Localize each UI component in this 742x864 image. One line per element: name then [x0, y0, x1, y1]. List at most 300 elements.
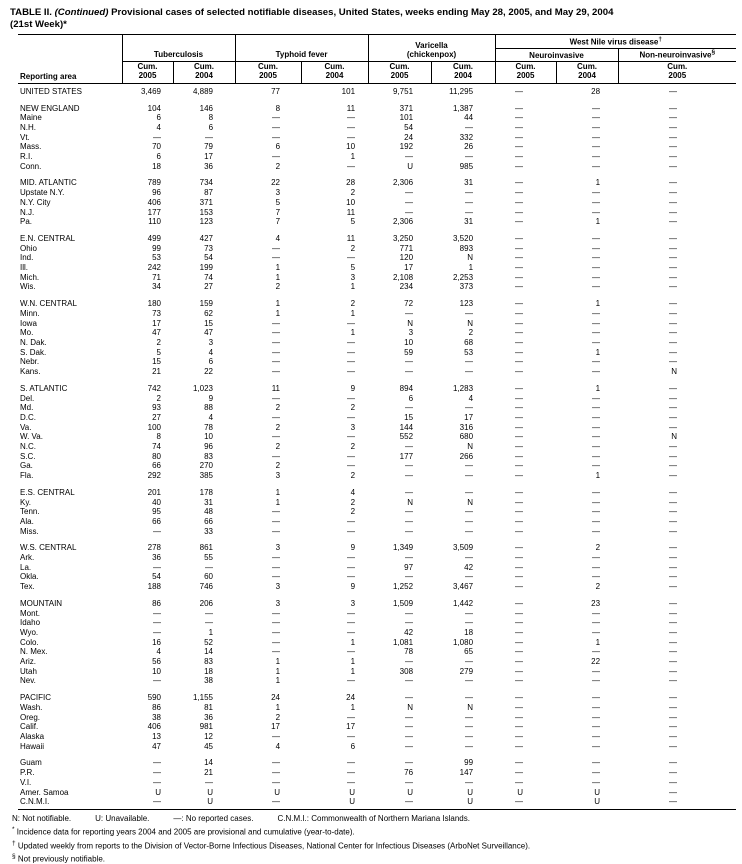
- table-row: [18, 778, 736, 788]
- value-cell: 2: [350, 497, 356, 507]
- value-cell: —: [592, 693, 601, 703]
- value-cell: —: [669, 562, 678, 572]
- table-row: [18, 461, 736, 471]
- value-cell: —: [515, 608, 524, 618]
- value-cell: 17: [271, 722, 281, 732]
- value-cell: —: [592, 526, 601, 536]
- value-cell: 552: [399, 432, 414, 442]
- value-cell: 54: [204, 253, 214, 263]
- value-cell: —: [592, 647, 601, 657]
- value-cell: —: [515, 337, 524, 347]
- reporting-area-cell: Oreg.: [20, 712, 41, 722]
- value-cell: —: [515, 627, 524, 637]
- value-cell: 3,469: [140, 86, 161, 96]
- value-cell: 15: [404, 412, 414, 422]
- value-cell: —: [669, 526, 678, 536]
- reporting-area-cell: Hawaii: [20, 741, 45, 751]
- value-cell: —: [515, 497, 524, 507]
- value-cell: —: [405, 152, 414, 162]
- table-row: [18, 703, 736, 713]
- section-spacer: [18, 292, 736, 299]
- footnote-dagger-text: Updated weekly from reports to the Division of Vector-Borne Infectious Diseases, National Center for Infectious Diseases (ArboNet Surveillance).: [17, 841, 531, 851]
- value-cell: U: [155, 787, 161, 797]
- value-cell: 101: [341, 86, 356, 96]
- value-cell: —: [515, 741, 524, 751]
- section-spacer: [18, 481, 736, 488]
- value-cell: —: [669, 308, 678, 318]
- title-line-1: [10, 7, 736, 19]
- reporting-area-cell: Fla.: [20, 471, 34, 481]
- value-cell: 26: [464, 142, 474, 152]
- value-cell: —: [272, 357, 281, 367]
- value-cell: —: [669, 693, 678, 703]
- value-cell: —: [592, 113, 601, 123]
- value-cell: 73: [204, 243, 214, 253]
- table-row: [18, 732, 736, 742]
- value-cell: —: [405, 712, 414, 722]
- table-row: [18, 768, 736, 778]
- value-cell: —: [515, 403, 524, 413]
- value-cell: —: [272, 627, 281, 637]
- value-cell: U: [349, 787, 356, 797]
- value-cell: —: [592, 367, 601, 377]
- value-cell: 17: [346, 722, 356, 732]
- value-cell: —: [669, 178, 678, 188]
- value-cell: —: [669, 86, 678, 96]
- value-cell: 1: [208, 627, 214, 637]
- value-cell: 76: [404, 768, 414, 778]
- value-cell: —: [669, 253, 678, 263]
- value-cell: N: [407, 497, 414, 507]
- value-cell: 4: [275, 741, 281, 751]
- value-cell: 78: [404, 647, 414, 657]
- value-cell: 38: [204, 676, 214, 686]
- value-cell: 10: [346, 197, 356, 207]
- value-cell: —: [153, 758, 161, 768]
- reporting-area-cell: Mass.: [20, 142, 42, 152]
- value-cell: 199: [199, 263, 214, 273]
- col-header-non-neuro-cum-2005: [618, 61, 736, 83]
- value-cell: —: [405, 758, 414, 768]
- value-cell: —: [669, 328, 678, 338]
- table-row: [18, 282, 736, 292]
- value-cell: 97: [404, 562, 414, 572]
- value-cell: —: [669, 393, 678, 403]
- value-cell: —: [515, 282, 524, 292]
- value-cell: —: [515, 393, 524, 403]
- value-cell: 15: [204, 318, 214, 328]
- value-cell: 201: [147, 487, 161, 497]
- table-row: [18, 471, 736, 481]
- reporting-area-header: Reporting area: [18, 35, 122, 84]
- reporting-area-cell: Alaska: [20, 732, 45, 741]
- value-cell: 66: [152, 516, 161, 526]
- value-cell: —: [592, 328, 601, 338]
- value-cell: 6: [275, 142, 281, 152]
- value-cell: 1,509: [393, 598, 414, 608]
- value-cell: 1: [350, 282, 356, 292]
- value-cell: 734: [199, 178, 214, 188]
- reporting-area-cell: W. Va.: [20, 432, 43, 442]
- value-cell: —: [347, 618, 356, 628]
- value-cell: 3: [350, 272, 356, 282]
- reporting-area-cell: N.H.: [20, 122, 36, 132]
- value-cell: —: [272, 152, 281, 162]
- value-cell: 5: [350, 263, 356, 273]
- group-header-tuberculosis: Tuberculosis: [122, 35, 235, 62]
- value-cell: —: [272, 526, 281, 536]
- value-cell: 3,509: [453, 543, 474, 553]
- table-row: [18, 328, 736, 338]
- value-cell: 1: [275, 702, 281, 712]
- value-cell: —: [347, 461, 356, 471]
- value-cell: U: [556, 797, 618, 809]
- value-cell: 1: [275, 497, 281, 507]
- value-cell: 11: [271, 383, 281, 393]
- value-cell: 270: [199, 461, 214, 471]
- value-cell: 59: [404, 347, 414, 357]
- value-cell: 2: [275, 442, 281, 452]
- reporting-area-cell: Ala.: [20, 516, 34, 526]
- reporting-area-cell: Pa.: [20, 217, 33, 227]
- value-cell: —: [592, 161, 601, 171]
- table-row: [18, 319, 736, 329]
- value-cell: 373: [459, 282, 474, 292]
- value-cell: —: [515, 553, 524, 563]
- value-cell: —: [592, 188, 601, 198]
- value-cell: —: [669, 666, 678, 676]
- year-label: 2005: [138, 71, 157, 81]
- reporting-area-cell: Vt.: [20, 132, 30, 142]
- value-cell: 4,889: [192, 86, 214, 96]
- value-cell: U: [407, 161, 414, 171]
- value-cell: 308: [399, 666, 414, 676]
- value-cell: 2: [350, 507, 356, 517]
- value-cell: 894: [399, 383, 414, 393]
- value-cell: —: [272, 451, 281, 461]
- value-cell: —: [515, 422, 524, 432]
- reporting-area-cell: S.C.: [20, 451, 36, 461]
- value-cell: 2: [350, 442, 356, 452]
- value-cell: —: [515, 487, 524, 497]
- value-cell: —: [272, 572, 281, 582]
- reporting-area-cell: Miss.: [20, 526, 39, 536]
- section-spacer: [18, 592, 736, 599]
- value-cell: —: [465, 693, 474, 703]
- value-cell: —: [592, 676, 601, 686]
- value-cell: 9: [208, 393, 214, 403]
- value-cell: 3: [350, 422, 356, 432]
- value-cell: —: [515, 328, 524, 338]
- reporting-area-cell: Mich.: [20, 272, 40, 282]
- value-cell: —: [515, 582, 524, 592]
- value-cell: 31: [464, 178, 474, 188]
- value-cell: 1: [275, 676, 281, 686]
- value-cell: 15: [152, 357, 161, 367]
- value-cell: 2: [595, 582, 601, 592]
- value-cell: 10: [346, 142, 356, 152]
- reporting-area-cell: Mont.: [20, 608, 41, 618]
- value-cell: —: [272, 432, 281, 442]
- value-cell: —: [272, 113, 281, 123]
- reporting-area-cell: V.I.: [20, 777, 32, 787]
- reporting-area-cell: Tex.: [20, 582, 35, 592]
- value-cell: 1: [275, 263, 281, 273]
- value-cell: —: [515, 161, 524, 171]
- value-cell: —: [515, 516, 524, 526]
- value-cell: 279: [459, 666, 474, 676]
- value-cell: 8: [156, 432, 161, 442]
- reporting-area-cell: Wyo.: [20, 627, 39, 637]
- value-cell: —: [669, 497, 678, 507]
- reporting-area-cell: Md.: [20, 403, 34, 413]
- value-cell: 3: [275, 188, 281, 198]
- value-cell: —: [669, 263, 678, 273]
- value-cell: 2: [468, 328, 474, 338]
- section-mark: §: [12, 853, 16, 861]
- value-cell: —: [347, 357, 356, 367]
- table-row: [18, 104, 736, 114]
- table-row: [18, 797, 736, 809]
- reporting-area-cell: Ill.: [20, 263, 28, 273]
- reporting-area-cell: Upstate N.Y.: [20, 188, 65, 198]
- value-cell: —: [347, 758, 356, 768]
- value-cell: 3: [275, 598, 281, 608]
- value-cell: 427: [199, 233, 214, 243]
- value-cell: —: [669, 347, 678, 357]
- title-continued: (Continued): [54, 7, 109, 18]
- value-cell: —: [272, 516, 281, 526]
- value-cell: —: [592, 207, 601, 217]
- value-cell: 53: [464, 347, 474, 357]
- value-cell: 80: [152, 451, 161, 461]
- value-cell: 54: [152, 572, 161, 582]
- value-cell: 47: [152, 741, 161, 751]
- value-cell: —: [669, 422, 678, 432]
- reporting-area-cell: Tenn.: [20, 507, 40, 517]
- value-cell: —: [592, 282, 601, 292]
- value-cell: —: [465, 572, 474, 582]
- value-cell: 8: [275, 103, 281, 113]
- value-cell: 4: [350, 487, 356, 497]
- value-cell: —: [465, 608, 474, 618]
- value-cell: —: [515, 197, 524, 207]
- value-cell: 371: [399, 103, 414, 113]
- value-cell: —: [515, 647, 524, 657]
- cum-label: Cum.: [137, 61, 158, 71]
- value-cell: 9: [350, 543, 356, 553]
- value-cell: —: [515, 113, 524, 123]
- reporting-area-cell: Amer. Samoa: [20, 787, 69, 797]
- value-cell: —: [592, 432, 601, 442]
- value-cell: —: [592, 487, 601, 497]
- value-cell: —: [405, 357, 414, 367]
- subgroup-header-neuroinvasive: Neuroinvasive: [495, 49, 618, 62]
- value-cell: —: [405, 657, 414, 667]
- varicella-label-line1: Varicella: [415, 40, 448, 50]
- value-cell: 1,283: [453, 383, 474, 393]
- value-cell: —: [465, 722, 474, 732]
- value-cell: 278: [147, 543, 161, 553]
- value-cell: 42: [464, 562, 474, 572]
- value-cell: 56: [152, 657, 161, 667]
- value-cell: —: [272, 122, 281, 132]
- reporting-area-cell: W.S. CENTRAL: [20, 543, 77, 553]
- value-cell: 2: [350, 243, 356, 253]
- value-cell: —: [272, 768, 281, 778]
- value-cell: —: [515, 702, 524, 712]
- value-cell: 2: [350, 403, 356, 413]
- value-cell: —: [515, 263, 524, 273]
- value-cell: —: [405, 442, 414, 452]
- value-cell: 981: [199, 722, 214, 732]
- reporting-area-cell: N.J.: [20, 207, 35, 217]
- value-cell: —: [272, 758, 281, 768]
- value-cell: 680: [459, 432, 474, 442]
- value-cell: 22: [591, 657, 601, 667]
- value-cell: 68: [464, 337, 474, 347]
- cum-label: Cum.: [577, 61, 598, 71]
- value-cell: —: [515, 471, 524, 481]
- value-cell: 177: [399, 451, 414, 461]
- value-cell: —: [515, 347, 524, 357]
- value-cell: —: [669, 412, 678, 422]
- value-cell: —: [592, 412, 601, 422]
- value-cell: —: [592, 712, 601, 722]
- value-cell: —: [153, 676, 161, 686]
- value-cell: 13: [152, 732, 161, 741]
- table-row: [18, 384, 736, 394]
- value-cell: 77: [271, 86, 281, 96]
- value-cell: 4: [208, 412, 214, 422]
- table-row: [18, 507, 736, 517]
- value-cell: 2,306: [393, 217, 414, 227]
- value-cell: —: [405, 471, 414, 481]
- value-cell: —: [515, 217, 524, 227]
- reporting-area-cell: N.C.: [20, 442, 36, 452]
- value-cell: 2: [275, 712, 281, 722]
- value-cell: —: [669, 243, 678, 253]
- value-cell: 1,155: [192, 693, 214, 703]
- value-cell: 590: [147, 693, 161, 703]
- value-cell: —: [592, 132, 601, 142]
- value-cell: —: [515, 243, 524, 253]
- section-spacer: [18, 536, 736, 543]
- reporting-area-cell: D.C.: [20, 412, 36, 422]
- reporting-area-cell: Ind.: [20, 253, 34, 263]
- value-cell: 22: [271, 178, 281, 188]
- value-cell: 66: [152, 461, 161, 471]
- value-cell: 86: [152, 702, 161, 712]
- title-text: Provisional cases of selected notifiable diseases, United States, weeks ending May 28, 2005, and May 29, 2004: [111, 7, 614, 18]
- value-cell: —: [347, 562, 356, 572]
- value-cell: —: [405, 487, 414, 497]
- value-cell: 54: [404, 122, 414, 132]
- table-row: [18, 498, 736, 508]
- value-cell: —: [515, 432, 524, 442]
- value-cell: 81: [204, 702, 214, 712]
- table-row: [18, 628, 736, 638]
- reporting-area-cell: Nev.: [20, 676, 36, 686]
- value-cell: —: [347, 318, 356, 328]
- table-row: [18, 676, 736, 686]
- value-cell: —: [405, 553, 414, 563]
- value-cell: 6: [156, 113, 161, 123]
- value-cell: 36: [152, 553, 161, 563]
- table-row: [18, 693, 736, 703]
- value-cell: —: [347, 572, 356, 582]
- value-cell: —: [669, 777, 678, 787]
- value-cell: 104: [147, 103, 161, 113]
- value-cell: 88: [204, 403, 214, 413]
- value-cell: 2: [275, 461, 281, 471]
- value-cell: —: [669, 507, 678, 517]
- value-cell: 2: [275, 403, 281, 413]
- value-cell: —: [669, 122, 678, 132]
- dagger-mark: †: [12, 839, 16, 847]
- reporting-area-cell: Maine: [20, 113, 42, 123]
- value-cell: 2,108: [393, 272, 414, 282]
- value-cell: 48: [204, 507, 214, 517]
- value-cell: —: [669, 647, 678, 657]
- value-cell: 38: [152, 712, 161, 722]
- value-cell: 14: [204, 647, 214, 657]
- value-cell: 123: [199, 217, 214, 227]
- value-cell: 5: [350, 217, 356, 227]
- value-cell: 178: [199, 487, 214, 497]
- value-cell: —: [669, 403, 678, 413]
- section-spacer: [18, 227, 736, 234]
- value-cell: 6: [156, 152, 161, 162]
- table-row: [18, 83, 736, 96]
- value-cell: —: [669, 233, 678, 243]
- value-cell: —: [347, 647, 356, 657]
- value-cell: —: [669, 337, 678, 347]
- table-row: [18, 488, 736, 498]
- value-cell: 180: [147, 299, 161, 309]
- value-cell: 4: [156, 122, 161, 132]
- value-cell: 99: [152, 243, 161, 253]
- reporting-area-cell: Del.: [20, 393, 35, 403]
- west-nile-label: West Nile virus disease: [569, 37, 659, 47]
- table-row: [18, 563, 736, 573]
- value-cell: 861: [199, 543, 214, 553]
- value-cell: —: [153, 777, 161, 787]
- value-cell: 95: [152, 507, 161, 517]
- value-cell: 144: [399, 422, 414, 432]
- cum-label: Cum.: [389, 61, 410, 71]
- reporting-area-cell: C.N.M.I.: [18, 797, 122, 809]
- value-cell: —: [592, 233, 601, 243]
- value-cell: —: [405, 618, 414, 628]
- table-row: [18, 338, 736, 348]
- value-cell: —: [515, 132, 524, 142]
- value-cell: 28: [591, 86, 601, 96]
- value-cell: 6: [350, 741, 356, 751]
- value-cell: —: [272, 367, 281, 377]
- value-cell: —: [669, 132, 678, 142]
- value-cell: 11: [346, 233, 356, 243]
- value-cell: 70: [152, 142, 161, 152]
- value-cell: —: [592, 451, 601, 461]
- value-cell: —: [669, 471, 678, 481]
- value-cell: 83: [204, 657, 214, 667]
- reporting-area-cell: E.N. CENTRAL: [20, 233, 76, 243]
- col-header-varicella-cum-2004: [431, 61, 495, 83]
- table-row: [18, 367, 736, 377]
- reporting-area-cell: Wis.: [20, 282, 36, 292]
- reporting-area-cell: Idaho: [20, 618, 41, 628]
